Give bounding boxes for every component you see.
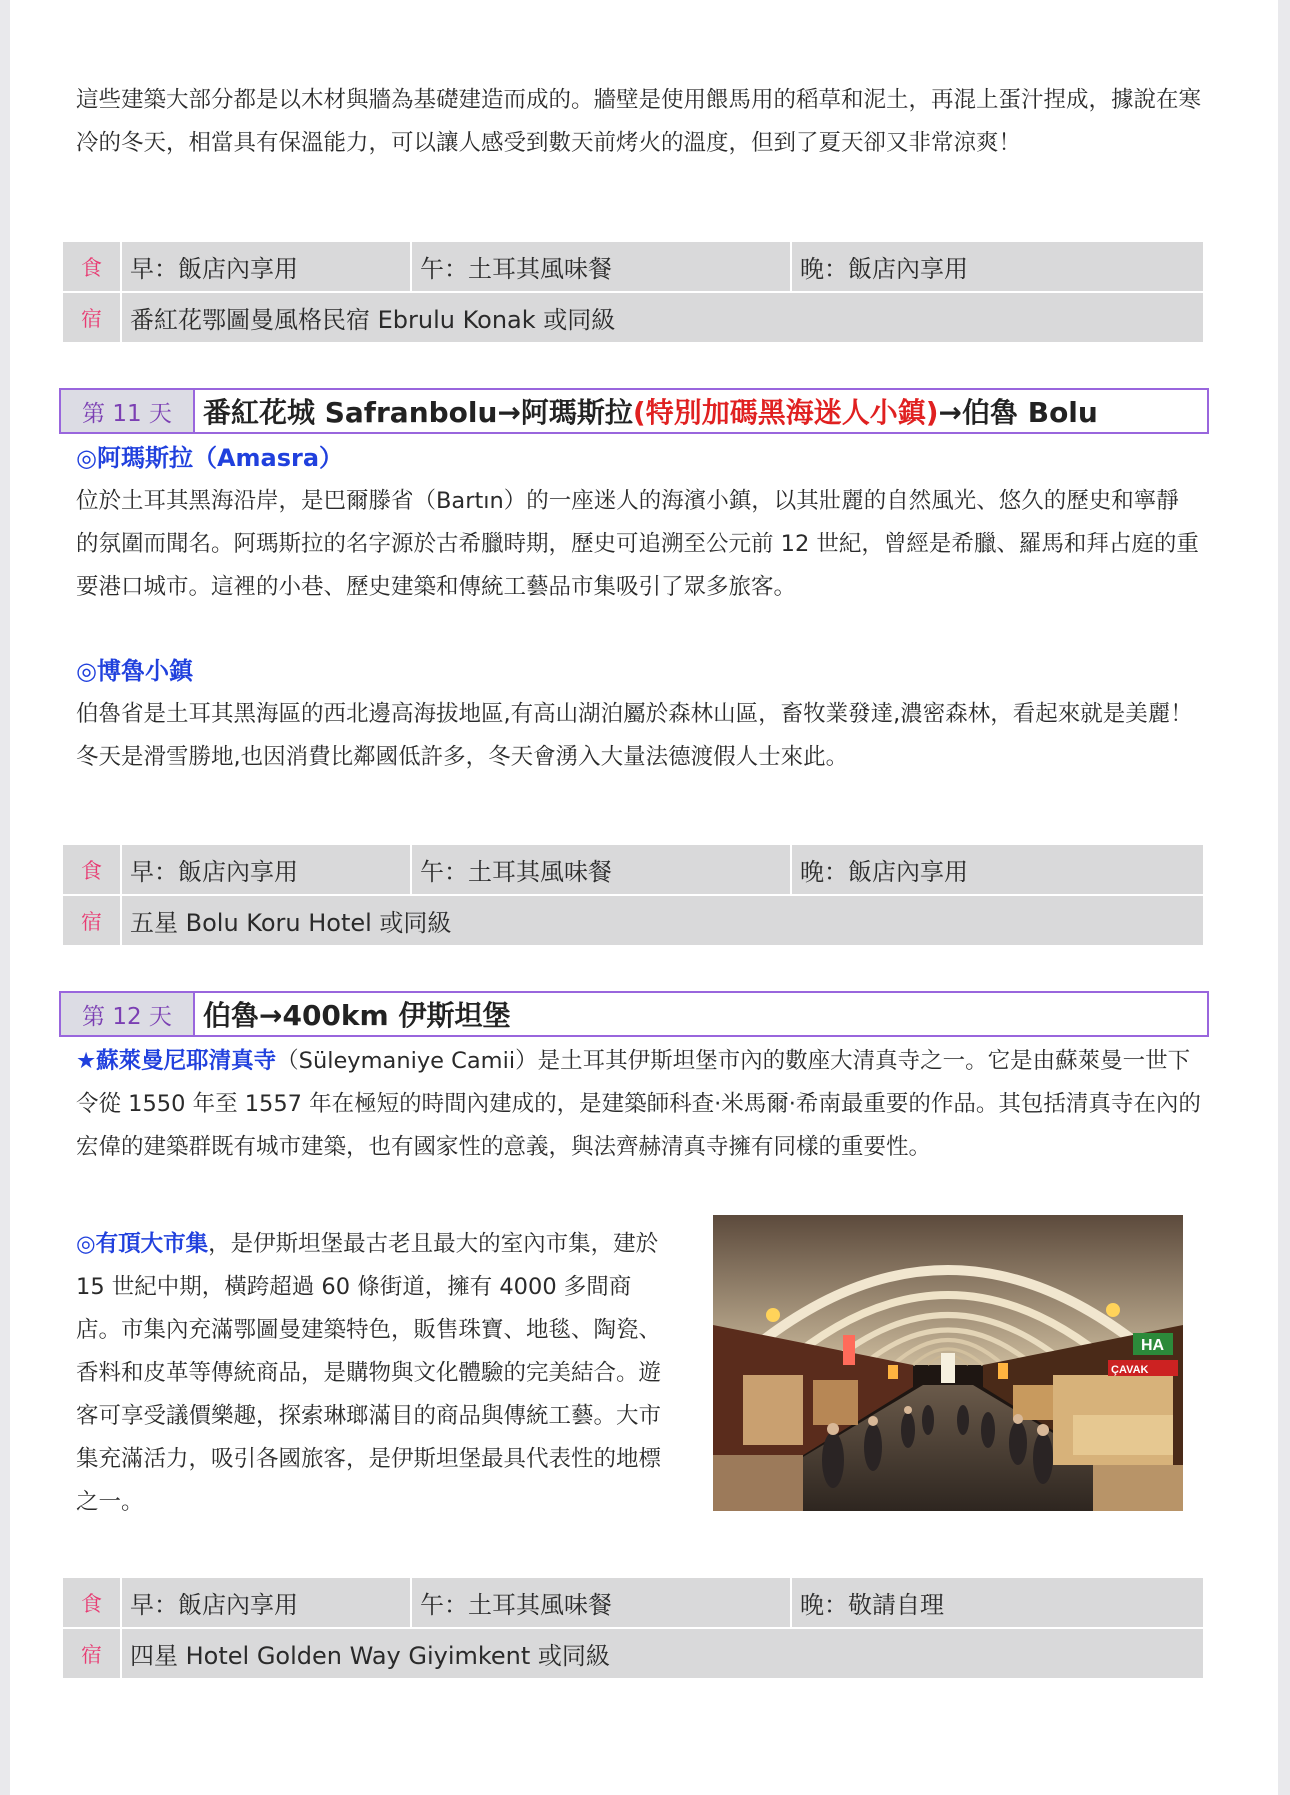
day11-title-part1: 番紅花城 Safranbolu→阿瑪斯拉 xyxy=(203,396,633,429)
meal-row xyxy=(62,241,1204,292)
stay-tag: 宿 xyxy=(62,895,121,946)
day11-title-highlight: (特別加碼黑海迷人小鎮) xyxy=(632,396,939,429)
mosque-text: （Süleymaniye Camii）是土耳其伊斯坦堡市內的數座大清真寺之一。它是由蘇萊曼一世下令從 1550 年至 1557 年在極短的時間內建成的，是建築師科查·米馬爾·希南最重要的作品。其包括清真寺在內的宏偉的建築群既有城市建築，也有國家性的意義，與法齊赫清真寺擁有同樣的重要性。 xyxy=(76,1048,1201,1160)
lunch-cell: 午：土耳其風味餐 xyxy=(411,1577,791,1628)
bolu-heading: ◎博魯小鎮 xyxy=(76,657,193,685)
meal-table-day12 xyxy=(61,1576,1205,1680)
photo-sign-cavak: ÇAVAK xyxy=(1111,1364,1149,1376)
stay-row xyxy=(62,292,1204,343)
eat-tag: 食 xyxy=(62,241,121,292)
lunch-cell: 午：土耳其風味餐 xyxy=(411,844,791,895)
photo-sign-ha: HA xyxy=(1141,1337,1165,1354)
dinner-cell: 晚：飯店內享用 xyxy=(791,241,1204,292)
meal-row xyxy=(62,844,1204,895)
eat-tag: 食 xyxy=(62,1577,121,1628)
bolu-paragraph: 伯魯省是土耳其黑海區的西北邊高海拔地區,有高山湖泊屬於森林山區，畜牧業發達,濃密森林，看起來就是美麗！冬天是滑雪勝地,也因消費比鄰國低許多，冬天會湧入大量法德渡假人士來此。 xyxy=(76,701,1193,770)
breakfast-cell: 早：飯店內享用 xyxy=(121,1577,411,1628)
meal-table-day10 xyxy=(61,240,1205,344)
stay-tag: 宿 xyxy=(62,1628,121,1679)
meal-row xyxy=(62,1577,1204,1628)
stay-tag: 宿 xyxy=(62,292,121,343)
amasra-heading: ◎阿瑪斯拉（Amasra） xyxy=(76,444,344,472)
bazaar-text: ，是伊斯坦堡最古老且最大的室內市集，建於 15 世紀中期，橫跨超過 60 條街道，擁有 4000 多間商店。市集內充滿鄂圖曼建築特色，販售珠寶、地毯、陶瓷、香料和皮革等傳統商品，是購物與文化體驗的完美結合。遊客可享受議價樂趣，探索琳瑯滿目的商品與傳統工藝。大市集充滿活力，吸引各國旅客，是伊斯坦堡最具代表性的地標之一。 xyxy=(76,1231,662,1515)
amasra-paragraph: 位於土耳其黑海沿岸，是巴爾滕省（Bartın）的一座迷人的海濱小鎮，以其壯麗的自然風光、悠久的歷史和寧靜的氛圍而聞名。阿瑪斯拉的名字源於古希臘時期，歷史可追溯至公元前 12 世紀，曾經是希臘、羅馬和拜占庭的重要港口城市。這裡的小巷、歷史建築和傳統工藝品市集吸引了眾多旅客。 xyxy=(76,488,1199,600)
eat-tag: 食 xyxy=(62,844,121,895)
dinner-cell: 晚：飯店內享用 xyxy=(791,844,1204,895)
dinner-cell: 晚：敬請自理 xyxy=(791,1577,1204,1628)
bazaar-paragraph xyxy=(76,1223,676,1524)
day12-title: 伯魯→400km 伊斯坦堡 xyxy=(203,999,511,1032)
mosque-name: ★蘇萊曼尼耶清真寺 xyxy=(76,1048,277,1074)
grand-bazaar-photo xyxy=(713,1215,1183,1511)
day11-label: 第 11 天 xyxy=(61,390,195,432)
day11-header xyxy=(59,388,1209,434)
breakfast-cell: 早：飯店內享用 xyxy=(121,844,411,895)
hotel-cell: 番紅花鄂圖曼風格民宿 Ebrulu Konak 或同級 xyxy=(121,292,1204,343)
day11-title xyxy=(195,390,1098,432)
stay-row xyxy=(62,895,1204,946)
lunch-cell: 午：土耳其風味餐 xyxy=(411,241,791,292)
intro-paragraph: 這些建築大部分都是以木材與牆為基礎建造而成的。牆壁是使用餵馬用的稻草和泥土，再混上蛋汁捏成，據說在寒冷的冬天，相當具有保溫能力，可以讓人感受到數天前烤火的溫度，但到了夏天卻又非常涼爽！ xyxy=(76,87,1202,156)
day12-label: 第 12 天 xyxy=(61,993,195,1035)
bazaar-illustration xyxy=(713,1215,1183,1511)
hotel-cell: 五星 Bolu Koru Hotel 或同級 xyxy=(121,895,1204,946)
meal-table-day11 xyxy=(61,843,1205,947)
breakfast-cell: 早：飯店內享用 xyxy=(121,241,411,292)
mosque-paragraph xyxy=(76,1040,1201,1169)
hotel-cell: 四星 Hotel Golden Way Giyimkent 或同級 xyxy=(121,1628,1204,1679)
stay-row xyxy=(62,1628,1204,1679)
day12-header xyxy=(59,991,1209,1037)
day11-title-part2: →伯魯 Bolu xyxy=(938,396,1098,429)
bazaar-name: ◎有頂大市集 xyxy=(76,1231,209,1257)
